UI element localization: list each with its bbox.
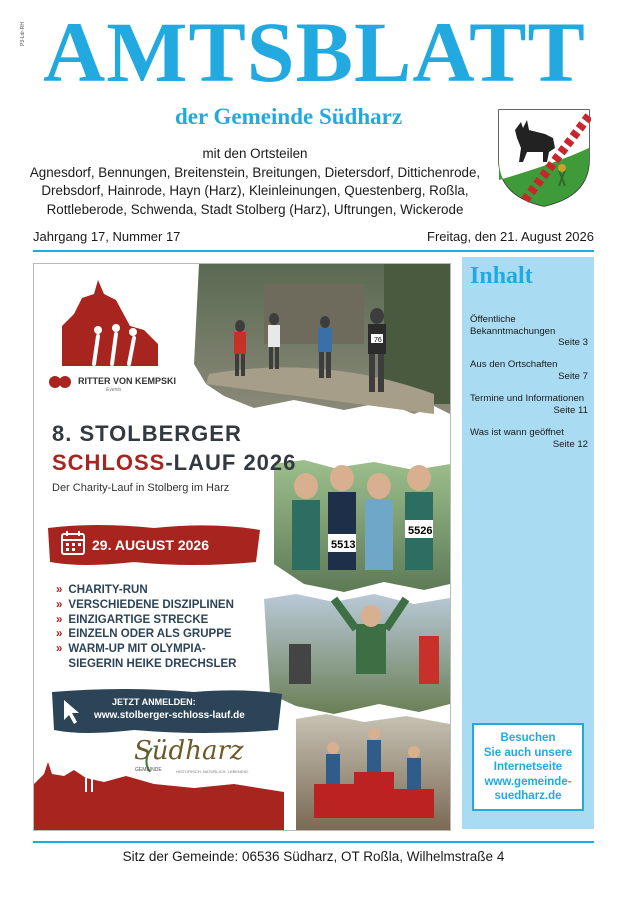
coat-of-arms-icon <box>497 108 591 208</box>
districts-intro: mit den Ortsteilen <box>202 146 308 161</box>
toc-item-label: Aus den Ortschaften <box>470 359 558 370</box>
website-box[interactable] <box>472 723 584 811</box>
list-item: » WARM-UP MIT OLYMPIA- <box>56 643 206 656</box>
poster-advertisement <box>33 263 451 831</box>
footer-divider <box>33 841 594 843</box>
poster-title-red: SCHLOSS <box>52 450 166 475</box>
toc-item[interactable] <box>470 427 588 450</box>
poster-logo-slogan: HISTORISCH. NATÜRLICH. LEBENDIG. <box>176 769 249 774</box>
poster-organizer-sub: Events <box>106 387 122 393</box>
toc-title: Inhalt <box>470 263 533 289</box>
poster-date: 29. AUGUST 2026 <box>92 537 209 553</box>
website-box-line: Besuchen <box>500 732 556 744</box>
masthead-subtitle: der Gemeinde Südharz <box>175 104 403 129</box>
toc-item-page: Seite 12 <box>552 438 588 450</box>
website-box-line: Sie auch unsere <box>483 746 573 759</box>
poster-tagline: Der Charity-Lauf in Stolberg im Harz <box>52 482 230 494</box>
poster-register-url[interactable]: www.stolberger-schloss-lauf.de <box>94 710 245 721</box>
toc-item[interactable] <box>470 314 588 349</box>
poster-logo-name: Südharz <box>134 736 244 766</box>
poster-register-label: JETZT ANMELDEN: <box>112 697 196 707</box>
poster-title-line1: 8. STOLBERGER <box>52 421 242 446</box>
website-box-line: www.gemeinde- <box>484 775 572 788</box>
print-code: P3-Ldr-RH <box>20 22 26 46</box>
website-box-line: suedharz.de <box>494 790 562 802</box>
toc-item-label: Was ist wann geöffnet <box>470 427 564 438</box>
table-of-contents <box>462 257 594 829</box>
toc-item[interactable] <box>470 393 588 416</box>
poster-organizer: RITTER VON KEMPSKI <box>78 376 177 386</box>
poster-title-line2 <box>52 450 296 476</box>
website-box-line: Internetseite <box>493 761 563 773</box>
toc-item-label: Termine und Informationen <box>470 393 585 404</box>
toc-item[interactable] <box>470 359 588 382</box>
toc-item-page: Seite 3 <box>558 337 588 348</box>
list-item: » EINZELN ODER ALS GRUPPE <box>56 628 232 641</box>
list-item: » VERSCHIEDENE DISZIPLINEN <box>56 598 234 611</box>
poster-logo-prefix: GEMEINDE <box>135 767 162 773</box>
issue-date: Freitag, den 21. August 2026 <box>427 229 594 244</box>
toc-item-page: Seite 7 <box>558 370 588 382</box>
districts-line: Agnesdorf, Bennungen, Breitenstein, Breitungen, Dietersdorf, Dittichenrode, <box>29 164 481 180</box>
list-item: SIEGERIN HEIKE DRECHSLER <box>68 657 237 670</box>
toc-item-page: Seite 11 <box>553 404 588 416</box>
bib-number: 5526 <box>408 525 433 537</box>
districts-line: Rottleberode, Schwenda, Stadt Stolberg (Harz), Uftrungen, Wickerode <box>46 201 464 217</box>
bib-number: 76 <box>374 337 382 344</box>
list-item: » EINZIGARTIGE STRECKE <box>56 613 209 626</box>
list-item: » CHARITY-RUN <box>56 584 148 596</box>
header-divider <box>33 250 594 252</box>
bib-number: 5513 <box>331 539 356 551</box>
issue-volume: Jahrgang 17, Nummer 17 <box>33 229 181 244</box>
districts-block <box>20 145 490 219</box>
districts-line: Drebsdorf, Hainrode, Hayn (Harz), Kleinleinungen, Questenberg, Roßla, <box>41 183 469 198</box>
masthead-title: AMTSBLATT <box>43 4 586 100</box>
toc-item-label: Öffentliche Bekanntmachungen <box>470 314 556 337</box>
poster-title-rest: -LAUF 2026 <box>165 450 297 475</box>
footer-address: Sitz der Gemeinde: 06536 Südharz, OT Roßla, Wilhelmstraße 4 <box>122 849 505 864</box>
poster-bullet-list <box>56 583 236 672</box>
